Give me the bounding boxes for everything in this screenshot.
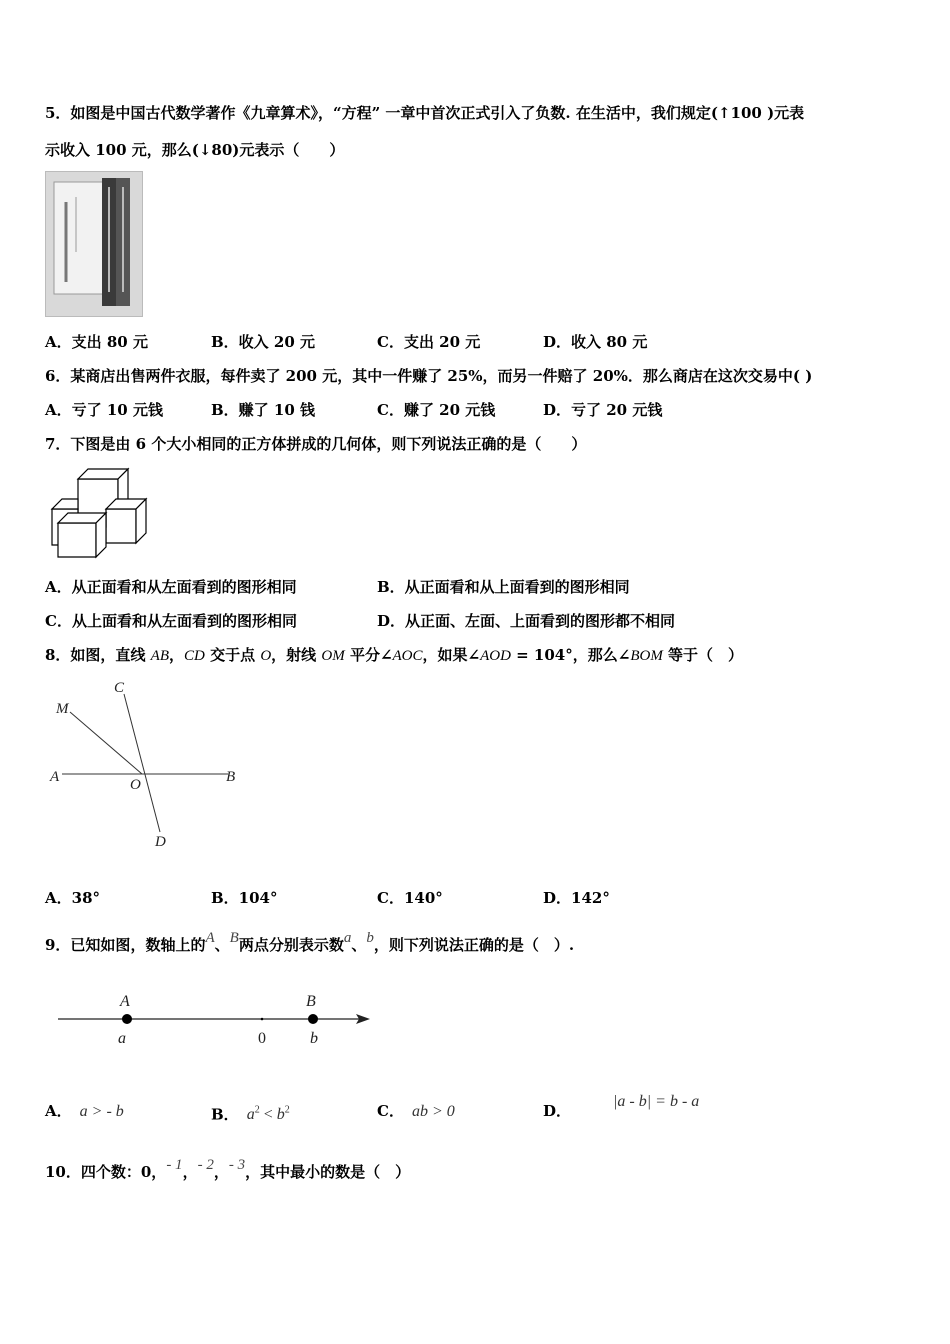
q10-stem: 10．四个数：0，- 1，- 2，- 3，其中最小的数是（ ） — [45, 1157, 411, 1181]
q7-option-b[interactable]: B．从正面看和从上面看到的图形相同 — [377, 578, 630, 596]
q8-option-d[interactable]: D．142° — [543, 889, 610, 907]
axis-label-b-upper: B — [306, 993, 316, 1010]
q5-stem-line2: 示收入 100 元，那么(↓80)元表示（ ） — [45, 141, 345, 159]
q8-option-b[interactable]: B．104° — [211, 889, 278, 907]
label-c: C — [114, 680, 125, 696]
q6-option-c[interactable]: C．赚了 20 元钱 — [377, 401, 496, 419]
point-a — [122, 1014, 132, 1024]
axis-label-a-lower: a — [118, 1030, 126, 1047]
label-a: A — [50, 769, 60, 785]
q7-option-c[interactable]: C．从上面看和从左面看到的图形相同 — [45, 612, 297, 630]
label-d: D — [155, 834, 166, 850]
axis-label-b-lower: b — [310, 1030, 318, 1047]
q6-stem: 6．某商店出售两件衣服，每件卖了 200 元，其中一件赚了 25%，而另一件赔了 20%．那么商店在这次交易中( ) — [45, 367, 813, 385]
q5-option-d[interactable]: D．收入 80 元 — [543, 333, 648, 351]
q7-option-a[interactable]: A．从正面看和从左面看到的图形相同 — [45, 578, 297, 596]
q5-option-c[interactable]: C．支出 20 元 — [377, 333, 481, 351]
q5-stem-line1: 5．如图是中国古代数学著作《九章算术》，“方程” 一章中首次正式引入了负数. 在生活中，我们规定(↑100 )元表 — [45, 104, 805, 122]
label-m: M — [56, 701, 69, 717]
q6-option-b[interactable]: B．赚了 10 钱 — [211, 401, 315, 419]
q8-stem: 8．如图，直线 AB，CD 交于点 O，射线 OM 平分∠AOC，如果∠AOD = 104°，那么∠BOM 等于（ ） — [45, 646, 744, 664]
q9-option-a[interactable]: A． a > - b — [45, 1102, 124, 1120]
label-o: O — [130, 777, 141, 793]
q8-option-c[interactable]: C．140° — [377, 889, 443, 907]
axis-label-a-upper: A — [120, 993, 130, 1010]
q5-option-a[interactable]: A．支出 80 元 — [45, 333, 148, 351]
q8-option-a[interactable]: A．38° — [45, 889, 101, 907]
q6-option-d[interactable]: D．亏了 20 元钱 — [543, 401, 663, 419]
q6-option-a[interactable]: A．亏了 10 元钱 — [45, 401, 163, 419]
point-b — [308, 1014, 318, 1024]
number-line-figure — [0, 0, 400, 1060]
q7-stem: 7．下图是由 6 个大小相同的正方体拼成的几何体，则下列说法正确的是（ ） — [45, 435, 587, 453]
origin-dot — [261, 1018, 264, 1021]
axis-label-zero: 0 — [258, 1030, 266, 1047]
q5-option-b[interactable]: B．收入 20 元 — [211, 333, 315, 351]
q9-option-b[interactable]: B． $a^2 < b^2$ — [211, 1105, 290, 1124]
q7-option-d[interactable]: D．从正面、左面、上面看到的图形都不相同 — [377, 612, 676, 630]
q9-option-d[interactable]: D．|a - b| = b - a — [543, 1093, 700, 1120]
q9-option-c[interactable]: C． ab > 0 — [377, 1102, 455, 1120]
label-b: B — [226, 769, 236, 785]
q9-stem: 9．已知如图，数轴上的A、B两点分别表示数a、b，则下列说法正确的是（ ）. — [45, 930, 575, 954]
